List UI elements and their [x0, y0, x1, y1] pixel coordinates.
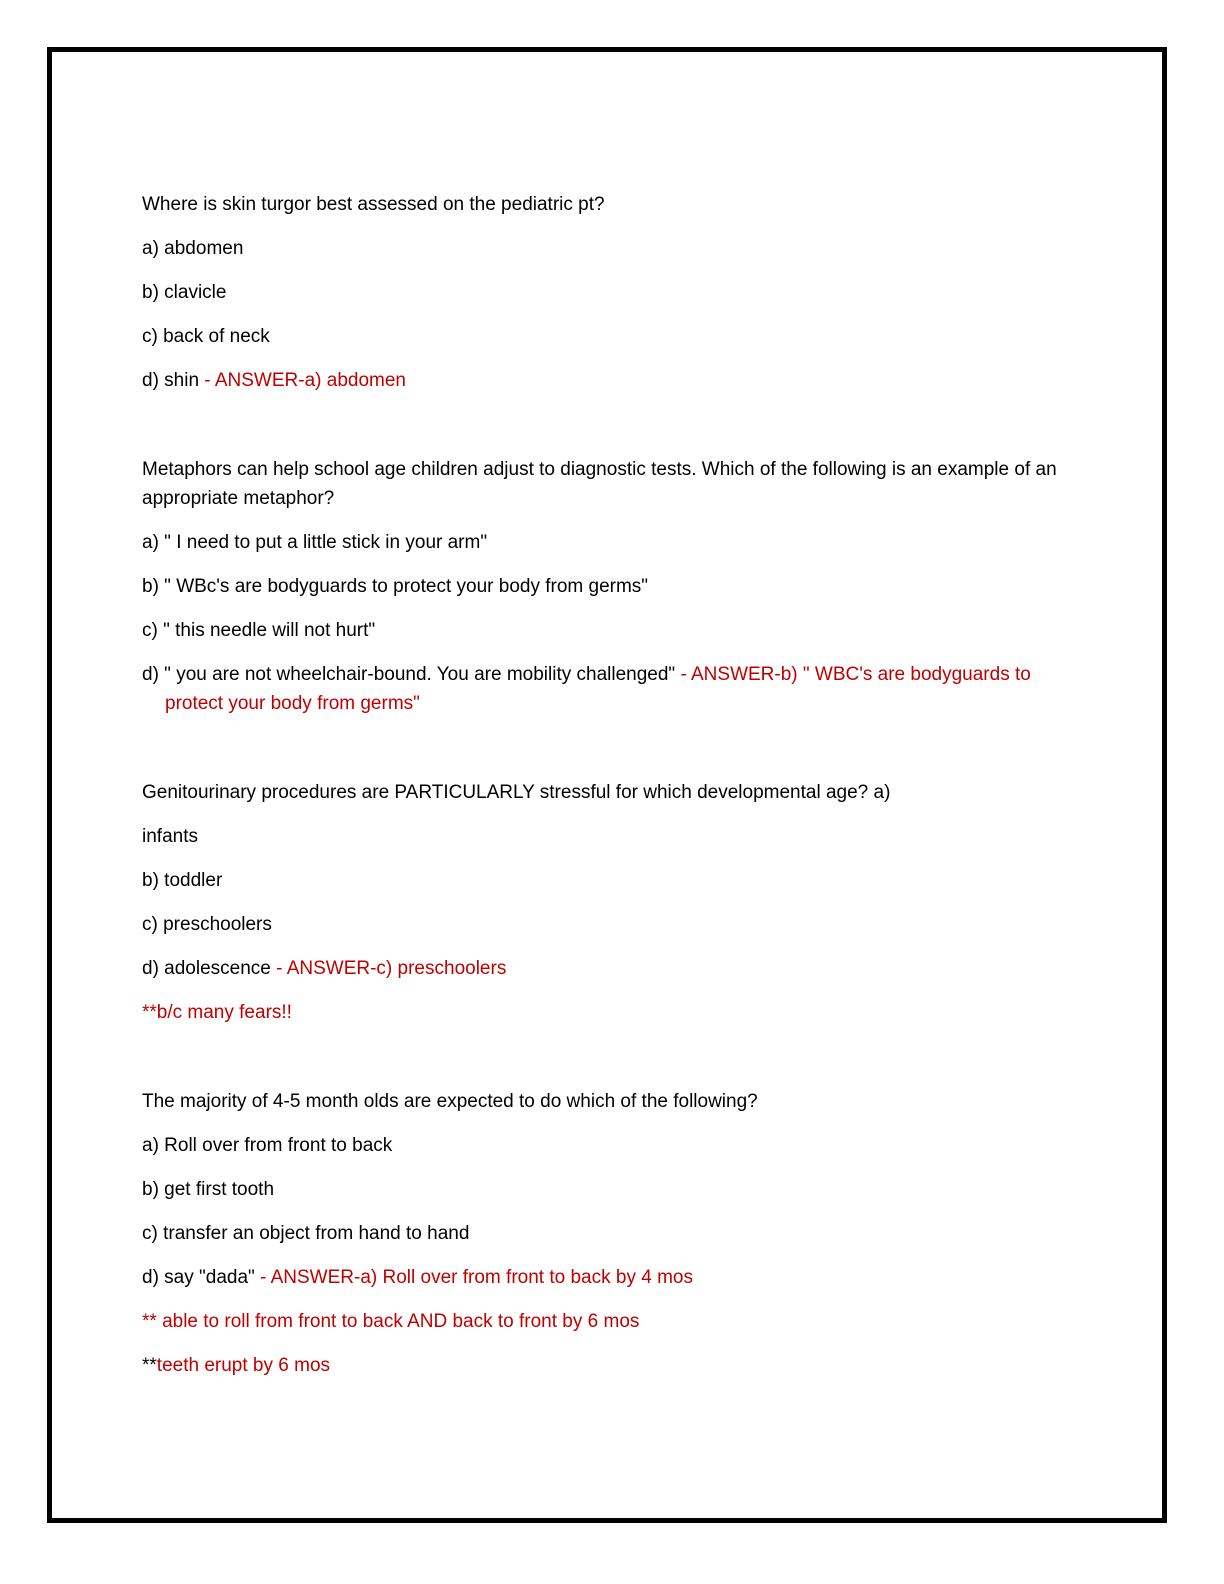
question-text: The majority of 4-5 month olds are expected to do which of the following?: [142, 1091, 758, 1112]
option: b) clavicle: [142, 282, 227, 303]
answer-text: - ANSWER-a) abdomen: [199, 370, 406, 391]
option-with-answer: [142, 366, 1072, 395]
option: c) back of neck: [142, 326, 270, 347]
option: d) adolescence: [142, 958, 271, 979]
answer-note: [142, 1351, 1072, 1380]
note-prefix: **: [142, 1355, 157, 1376]
option-with-answer: [142, 660, 1072, 718]
answer-text: - ANSWER-c) preschoolers: [270, 958, 507, 979]
option: c) transfer an object from hand to hand: [142, 1223, 470, 1244]
question-text: Metaphors can help school age children adjust to diagnostic tests. Which of the following is an example of an appropriate metaphor?: [142, 459, 1057, 509]
option: b) get first tooth: [142, 1179, 275, 1200]
option: d) shin: [142, 370, 200, 391]
question-block: [142, 190, 1072, 395]
document-content: [142, 190, 1072, 1395]
option: a) abdomen: [142, 238, 244, 259]
option-with-answer: [142, 954, 1072, 983]
answer-text: - ANSWER-b) " WBC's are bodyguards to protect your body from germs": [165, 664, 1031, 714]
question-text: Genitourinary procedures are PARTICULARLY stressful for which developmental age? a): [142, 782, 891, 803]
note-text: teeth erupt by 6 mos: [156, 1355, 331, 1376]
answer-text: - ANSWER-a) Roll over from front to back by 4 mos: [254, 1267, 693, 1288]
option: b) toddler: [142, 870, 223, 891]
question-text: Where is skin turgor best assessed on the pediatric pt?: [142, 194, 605, 215]
option: d) " you are not wheelchair-bound. You are mobility challenged": [142, 664, 676, 685]
answer-note: ** able to roll from front to back AND back to front by 6 mos: [142, 1311, 640, 1332]
option: a) " I need to put a little stick in your arm": [142, 532, 488, 553]
option: b) " WBc's are bodyguards to protect your body from germs": [142, 576, 649, 597]
option: c) " this needle will not hurt": [142, 620, 376, 641]
option: a) Roll over from front to back: [142, 1135, 393, 1156]
option: c) preschoolers: [142, 914, 272, 935]
option: d) say "dada": [142, 1267, 255, 1288]
option-with-answer: [142, 1263, 1072, 1292]
question-block: [142, 455, 1072, 718]
question-block: [142, 778, 1072, 1027]
option: infants: [142, 826, 198, 847]
answer-note: **b/c many fears!!: [142, 1002, 292, 1023]
question-block: [142, 1087, 1072, 1380]
